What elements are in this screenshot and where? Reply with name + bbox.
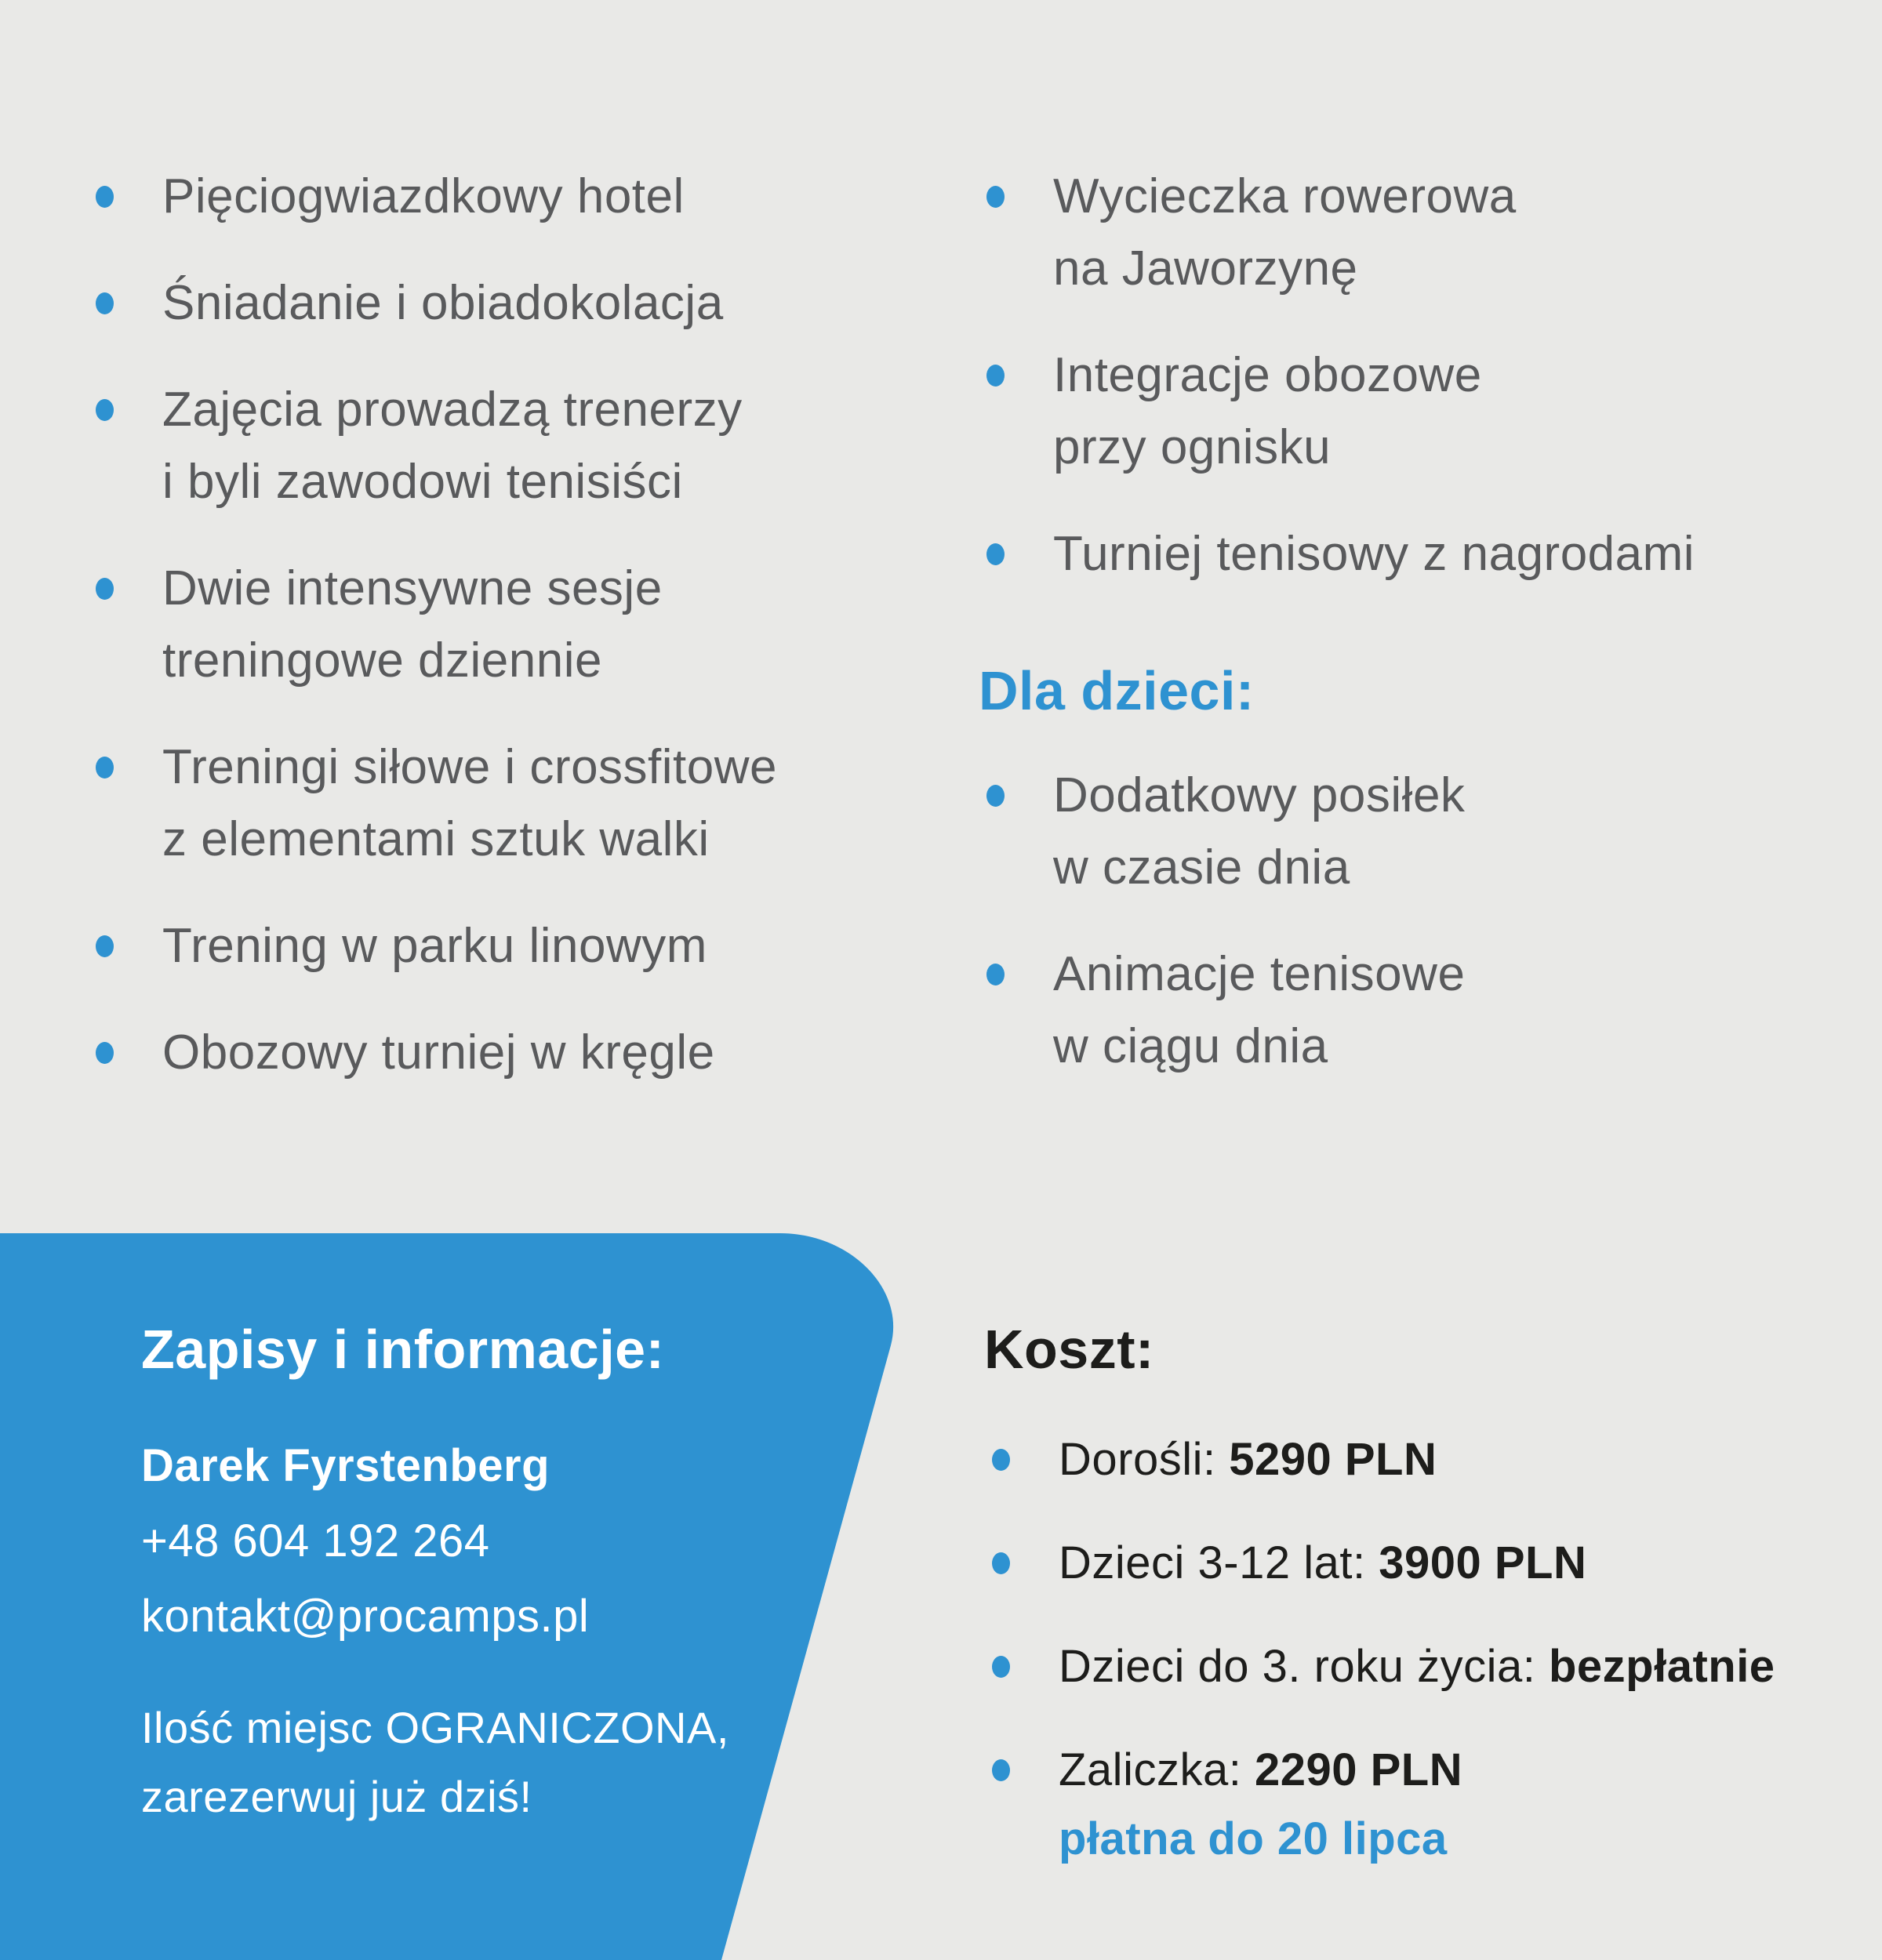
list-item-text: Śniadanie i obiadokolacja	[162, 276, 724, 330]
limited-note-line1: Ilość miejsc OGRANICZONA,	[141, 1703, 729, 1752]
list-item	[984, 1736, 1882, 1874]
list-item	[88, 161, 935, 233]
kids-section-heading: Dla dzieci:	[979, 660, 1255, 721]
contact-email: kontakt@procamps.pl	[141, 1591, 590, 1642]
contact-block	[141, 1428, 589, 1654]
list-item	[979, 518, 1882, 590]
list-item-text: Zaliczka: 2290 PLN płatna do 20 lipca	[1059, 1736, 1882, 1874]
list-item	[88, 374, 935, 518]
list-item-text: Zajęcia prowadzą trenerzy i byli zawodowi tenisiści	[162, 383, 743, 509]
contact-phone: +48 604 192 264	[141, 1515, 490, 1566]
list-item-text: Pięciogwiazdkowy hotel	[162, 169, 685, 223]
contact-heading: Zapisy i informacje:	[141, 1319, 665, 1380]
left-feature-list	[88, 161, 935, 1089]
bullet-icon	[96, 1042, 114, 1064]
limited-places-note	[141, 1693, 729, 1831]
kids-feature-list	[979, 760, 1882, 1083]
list-item-text: Dzieci 3-12 lat: 3900 PLN	[1059, 1537, 1587, 1588]
list-item	[984, 1632, 1882, 1701]
list-item	[88, 910, 935, 982]
list-item-text: Dwie intensywne sesje treningowe dziennie	[162, 561, 663, 688]
list-item-text: Trening w parku linowym	[162, 919, 707, 973]
bullet-icon	[986, 785, 1005, 807]
bullet-icon	[992, 1656, 1010, 1678]
list-item-text: Dodatkowy posiłek w czasie dnia	[1053, 768, 1466, 895]
bullet-icon	[96, 757, 114, 779]
list-item	[979, 760, 1882, 904]
limited-note-line2: zarezerwuj już dziś!	[141, 1772, 532, 1821]
list-item-text: Dzieci do 3. roku życia: bezpłatnie	[1059, 1641, 1775, 1692]
right-feature-list	[979, 161, 1882, 590]
bullet-icon	[96, 578, 114, 600]
bullet-icon	[986, 186, 1005, 208]
bullet-icon	[986, 543, 1005, 565]
list-item-text: Turniej tenisowy z nagrodami	[1053, 527, 1695, 581]
list-item-text: Dorośli: 5290 PLN	[1059, 1434, 1437, 1485]
bullet-icon	[992, 1449, 1010, 1471]
payment-deadline-note: płatna do 20 lipca	[1059, 1813, 1448, 1864]
bullet-icon	[96, 292, 114, 314]
list-item	[88, 731, 935, 876]
bullet-icon	[986, 365, 1005, 387]
cost-list	[984, 1425, 1882, 1908]
list-item	[88, 553, 935, 697]
right-column	[979, 161, 1882, 1083]
bullet-icon	[96, 935, 114, 957]
bullet-icon	[96, 186, 114, 208]
list-item	[984, 1425, 1882, 1494]
contact-name: Darek Fyrstenberg	[141, 1440, 550, 1491]
list-item	[88, 267, 935, 339]
bullet-icon	[992, 1552, 1010, 1574]
list-item-text: Treningi siłowe i crossfitowe z elementami sztuk walki	[162, 740, 778, 866]
bullet-icon	[96, 399, 114, 421]
list-item-text: Obozowy turniej w kręgle	[162, 1025, 715, 1080]
list-item-text: Animacje tenisowe w ciągu dnia	[1053, 947, 1466, 1073]
bullet-icon	[992, 1759, 1010, 1781]
list-item	[979, 938, 1882, 1083]
list-item	[88, 1017, 935, 1089]
list-item	[979, 161, 1882, 305]
list-item-text: Wycieczka rowerowa na Jaworzynę	[1053, 169, 1517, 296]
cost-heading: Koszt:	[984, 1319, 1154, 1380]
list-item	[979, 339, 1882, 484]
list-item	[984, 1529, 1882, 1598]
list-item-text: Integracje obozowe przy ognisku	[1053, 348, 1482, 474]
bullet-icon	[986, 964, 1005, 985]
